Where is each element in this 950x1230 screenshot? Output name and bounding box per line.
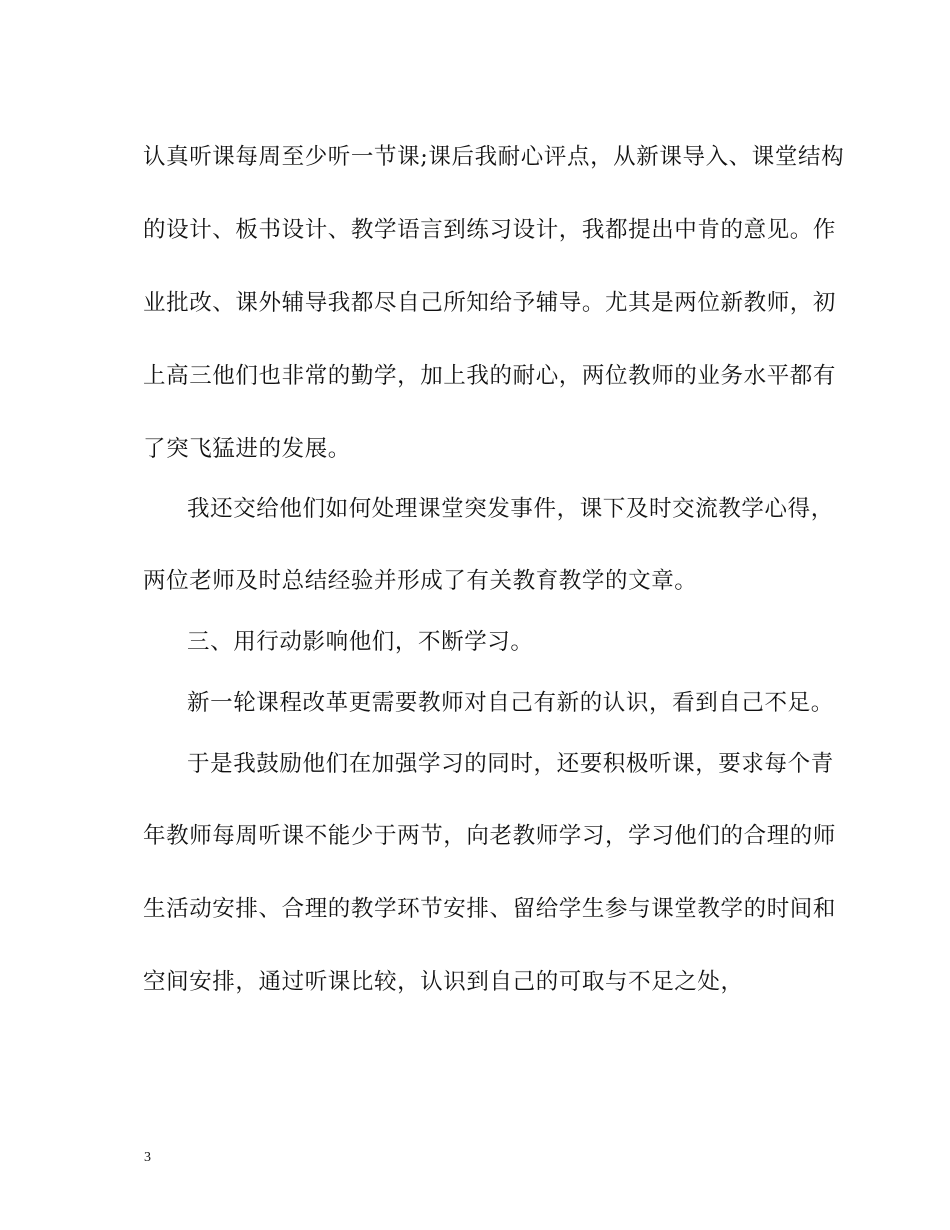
text-line: 认真听课每周至少听一节课;课后我耐心评点，从新课导入、课堂结构 <box>143 144 845 170</box>
paragraph-first-line: 新一轮课程改革更需要教师对自己有新的认识，看到自己不足。 <box>187 690 834 716</box>
text-line: 年教师每周听课不能少于两节，向老教师学习，学习他们的合理的师 <box>143 823 837 849</box>
text-line: 了突飞猛进的发展。 <box>143 436 351 462</box>
paragraph-first-line: 我还交给他们如何处理课堂突发事件，课下及时交流教学心得， <box>187 496 834 522</box>
text-line: 生活动安排、合理的教学环节安排、留给学生参与课堂教学的时间和 <box>143 896 837 922</box>
paragraph-first-line: 于是我鼓励他们在加强学习的同时，还要积极听课，要求每个青 <box>187 751 834 777</box>
text-line: 的设计、板书设计、教学语言到练习设计，我都提出中肯的意见。作 <box>143 217 837 243</box>
text-line: 上高三他们也非常的勤学，加上我的耐心，两位教师的业务水平都有 <box>143 363 837 389</box>
text-line: 空间安排，通过听课比较，认识到自己的可取与不足之处， <box>143 969 744 995</box>
page-number: 3 <box>144 1150 151 1165</box>
section-heading: 三、用行动影响他们，不断学习。 <box>187 629 534 655</box>
text-line: 两位老师及时总结经验并形成了有关教育教学的文章。 <box>143 568 698 594</box>
text-line: 业批改、课外辅导我都尽自己所知给予辅导。尤其是两位新教师，初 <box>143 290 837 316</box>
